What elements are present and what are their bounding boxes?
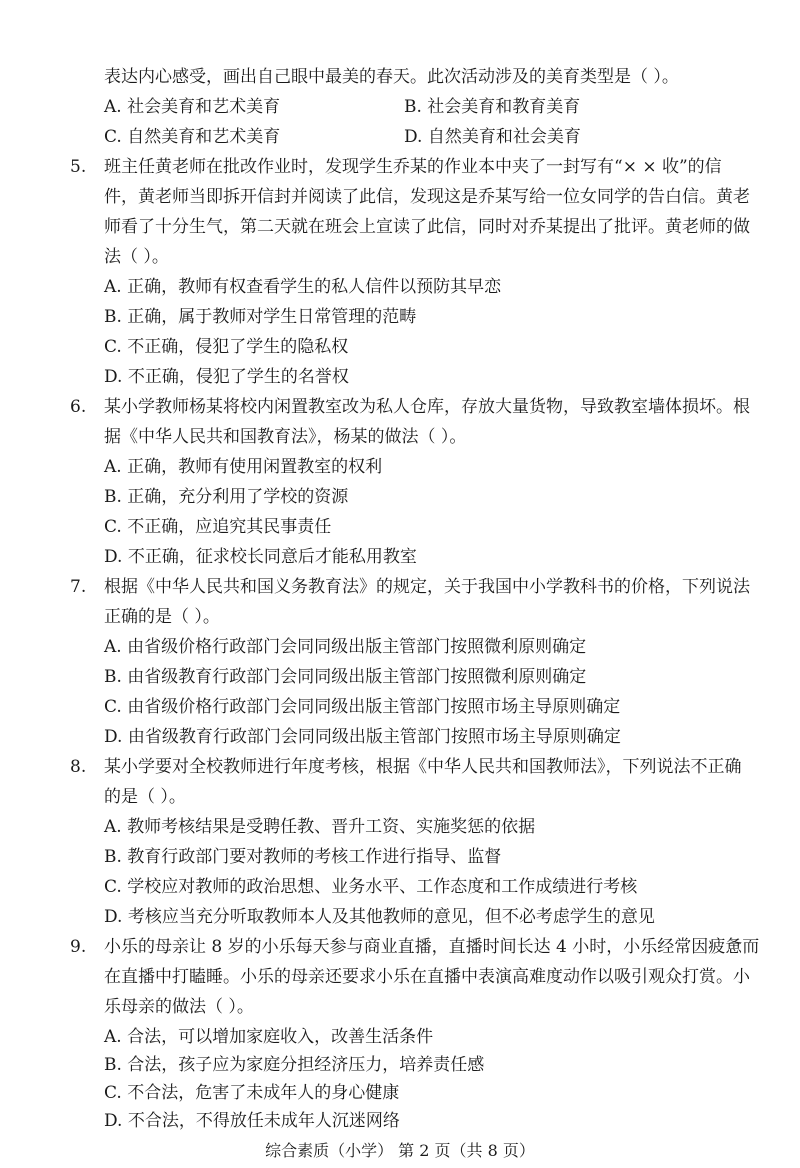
q5-option-d: D. 不正确，侵犯了学生的名誉权: [104, 367, 349, 387]
q9-stem-line: 在直播中打瞌睡。小乐的母亲还要求小乐在直播中表演高难度动作以吸引观众打赏。小: [104, 967, 750, 987]
q7-stem-line: 正确的是（ ）。: [104, 607, 220, 627]
q9-option-b: B. 合法，孩子应为家庭分担经济压力，培养责任感: [104, 1055, 485, 1075]
q5-stem-line: 班主任黄老师在批改作业时，发现学生乔某的作业本中夹了一封写有“× × 收”的信: [104, 157, 722, 177]
page-footer: 综合素质（小学） 第 2 页（共 8 页）: [265, 1141, 535, 1160]
q6-stem-line: 据《中华人民共和国教育法》，杨某的做法（ ）。: [104, 427, 467, 447]
q7-option-b: B. 由省级教育行政部门会同同级出版主管部门按照微利原则确定: [104, 667, 587, 687]
q9-stem-line: 乐母亲的做法（ ）。: [104, 997, 254, 1017]
q4-option-a: A. 社会美育和艺术美育: [104, 97, 281, 117]
q9-stem-line: 小乐的母亲让 8 岁的小乐每天参与商业直播，直播时间长达 4 小时，小乐经常因疲惫而: [104, 937, 760, 957]
q6-stem-line: 某小学教师杨某将校内闲置教室改为私人仓库，存放大量货物，导致教室墙体损坏。根: [104, 397, 750, 417]
q7-number: 7.: [70, 577, 87, 597]
q8-number: 8.: [70, 757, 87, 777]
q4-option-b: B. 社会美育和教育美育: [404, 97, 581, 117]
q4-option-c: C. 自然美育和艺术美育: [104, 127, 281, 147]
q4-option-d: D. 自然美育和社会美育: [404, 127, 581, 147]
q5-option-b: B. 正确，属于教师对学生日常管理的范畴: [104, 307, 417, 327]
q8-option-a: A. 教师考核结果是受聘任教、晋升工资、实施奖惩的依据: [104, 817, 536, 837]
q7-stem-line: 根据《中华人民共和国义务教育法》的规定，关于我国中小学教科书的价格，下列说法: [104, 577, 750, 597]
q8-option-b: B. 教育行政部门要对教师的考核工作进行指导、监督: [104, 847, 502, 867]
q9-option-c: C. 不合法，危害了未成年人的身心健康: [104, 1083, 400, 1103]
q5-stem-line: 件，黄老师当即拆开信封并阅读了此信，发现这是乔某写给一位女同学的告白信。黄老: [104, 187, 750, 207]
q8-stem-line: 的是（ ）。: [104, 787, 186, 807]
q5-option-a: A. 正确，教师有权查看学生的私人信件以预防其早恋: [104, 277, 502, 297]
q5-stem-line: 法（ ）。: [104, 247, 169, 267]
q5-number: 5.: [70, 157, 87, 177]
q6-option-a: A. 正确，教师有使用闲置教室的权利: [104, 457, 383, 477]
q6-number: 6.: [70, 397, 87, 417]
q5-option-c: C. 不正确，侵犯了学生的隐私权: [104, 337, 349, 357]
q4-stem: 表达内心感受，画出自己眼中最美的春天。此次活动涉及的美育类型是（ ）。: [104, 67, 679, 87]
q6-option-c: C. 不正确，应追究其民事责任: [104, 517, 332, 537]
q5-stem-line: 师看了十分生气，第二天就在班会上宣读了此信，同时对乔某提出了批评。黄老师的做: [104, 217, 750, 237]
q8-stem-line: 某小学要对全校教师进行年度考核，根据《中华人民共和国教师法》，下列说法不正确: [104, 757, 742, 777]
q9-option-a: A. 合法，可以增加家庭收入，改善生活条件: [104, 1027, 434, 1047]
q6-option-b: B. 正确，充分利用了学校的资源: [104, 487, 349, 507]
q8-option-d: D. 考核应当充分听取教师本人及其他教师的意见，但不必考虑学生的意见: [104, 907, 655, 927]
q7-option-a: A. 由省级价格行政部门会同同级出版主管部门按照微利原则确定: [104, 637, 587, 657]
q9-number: 9.: [70, 937, 87, 957]
q7-option-c: C. 由省级价格行政部门会同同级出版主管部门按照市场主导原则确定: [104, 697, 621, 717]
q8-option-c: C. 学校应对教师的政治思想、业务水平、工作态度和工作成绩进行考核: [104, 877, 638, 897]
q6-option-d: D. 不正确，征求校长同意后才能私用教室: [104, 547, 417, 567]
q9-option-d: D. 不合法，不得放任未成年人沉迷网络: [104, 1111, 400, 1131]
q7-option-d: D. 由省级教育行政部门会同同级出版主管部门按照市场主导原则确定: [104, 727, 621, 747]
